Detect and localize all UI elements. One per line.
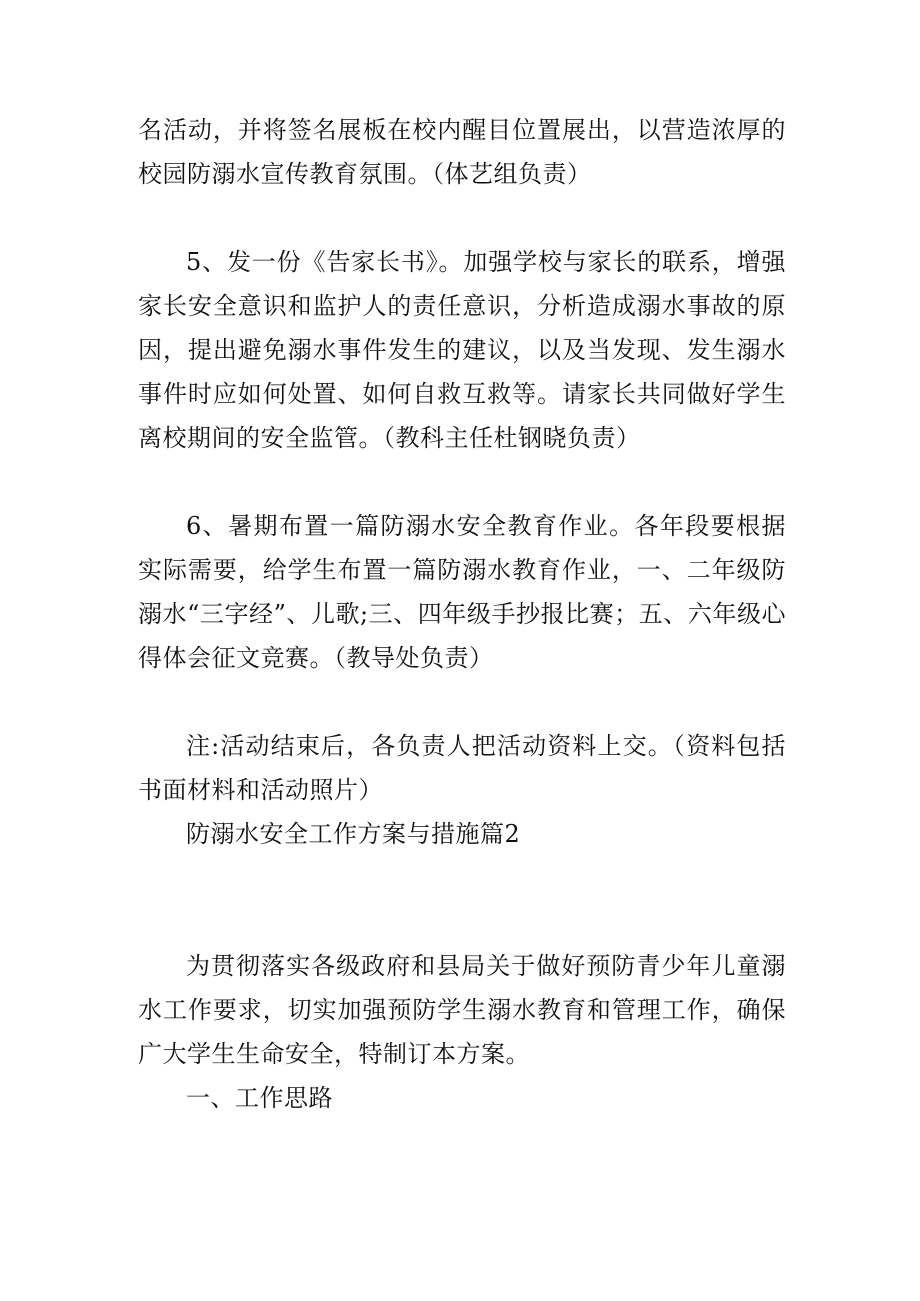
heading-work-approach: 一、工作思路 <box>186 1084 333 1112</box>
paragraph-intro: 为贯彻落实各级政府和县局关于做好预防青少年儿童溺水工作要求，切实加强预防学生溺水教育和管理工作，确保广大学生生命安全，特制订本方案。 <box>138 952 786 1068</box>
paragraph-continuation: 名活动，并将签名展板在校内醒目位置展出，以营造浓厚的校园防溺水宣传教育氛围。（体艺组负责） <box>138 116 786 188</box>
paragraph-item-6: 6、暑期布置一篇防溺水安全教育作业。各年段要根据实际需要，给学生布置一篇防溺水教育作业，一、二年级防溺水“三字经”、儿歌;三、四年级手抄报比赛；五、六年级心得体会征文竞赛。（教导处负责） <box>138 512 786 672</box>
section-title: 防溺水安全工作方案与措施篇2 <box>186 820 521 848</box>
paragraph-note: 注:活动结束后，各负责人把活动资料上交。（资料包括书面材料和活动照片） <box>138 732 786 804</box>
paragraph-item-5: 5、发一份《告家长书》。加强学校与家长的联系，增强家长安全意识和监护人的责任意识，分析造成溺水事故的原因，提出避免溺水事件发生的建议，以及当发现、发生溺水事件时应如何处置、如何自救互救等。请家长共同做好学生离校期间的安全监管。（教科主任杜钢晓负责） <box>138 248 786 452</box>
